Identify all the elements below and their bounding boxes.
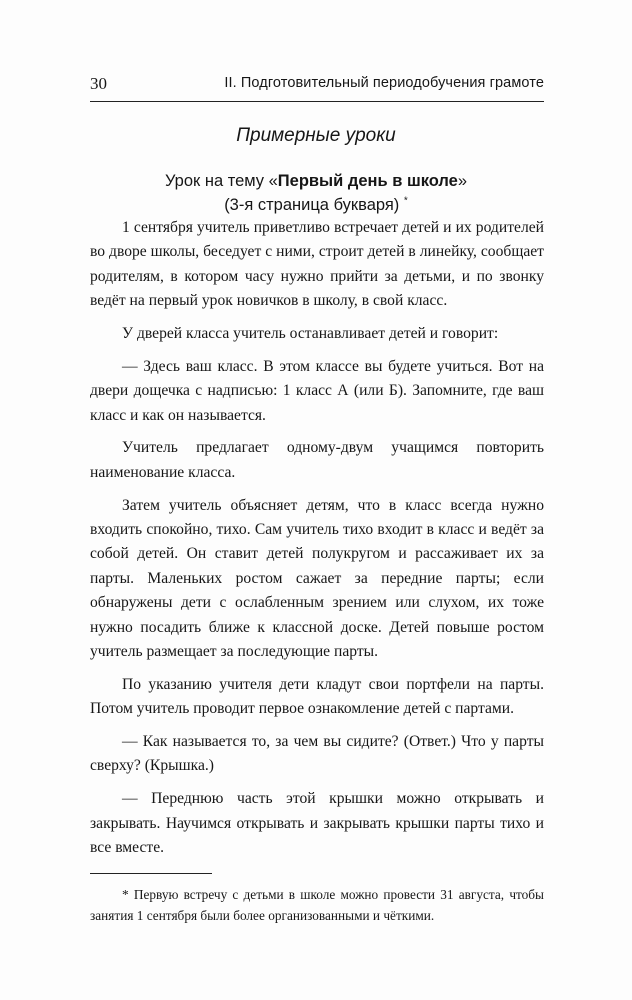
dialogue-paragraph: — Переднюю часть этой крышки можно открывать и закрывать. Научимся открывать и закрывать крышки парты тихо и все вместе. [90,790,544,857]
footnote-rule [90,873,212,874]
footnote: * Первую встречу с детьми в школе можно провести 31 августа, чтобы занятия 1 сентября были более организованными и чёткими. [90,887,544,923]
dialogue-paragraph: — Здесь ваш класс. В этом классе вы будете учиться. Вот на двери дощечка с надписью: 1 класс А (или Б). Запомните, где ваш класс и как он называется. [90,357,544,424]
footnote-marker: * [403,195,408,207]
lesson-subtitle-line [0,193,632,217]
paragraph: По указанию учителя дети кладут свои портфели на парты. Потом учитель проводит первое ознакомление детей с партами. [90,675,544,718]
body-text [90,216,544,869]
page-number: 30 [90,74,107,93]
lesson-suffix: » [457,172,468,190]
dialogue-paragraph: — Как называется то, за чем вы сидите? (Ответ.) Что у парты сверху? (Крышка.) [90,733,544,775]
paragraph: Затем учитель объясняет детям, что в класс всегда нужно входить спокойно, тихо. Сам учитель тихо входит в класс и ведёт за собой детей. Он ставит детей полукругом и рассаживает их за парты. Маленьких ростом сажает за передние парты; если обнаружены дети с ослабленным зрением или слухом, их тоже нужно посадить ближе к классной доске. Детей повыше ростом учитель размещает за последующие парты. [90,496,544,661]
lesson-subtitle: (3-я страница букваря) [224,196,400,214]
running-title: II. Подготовительный периодобучения грамоте [224,75,544,91]
page-header [90,74,544,98]
lesson-prefix: Урок на тему « [164,172,278,190]
header-rule [90,101,544,102]
lesson-title [0,169,632,217]
paragraph: У дверей класса учитель останавливает детей и говорит: [122,325,499,343]
lesson-topic: Первый день в школе [277,172,458,190]
paragraph: Учитель предлагает одному-двум учащимся повторить наименование класса. [90,439,544,481]
paragraph: 1 сентября учитель приветливо встречает детей и их родителей во дворе школы, беседует с ними, строит детей в линейку, сообщает родителям, в котором часу нужно прийти за детьми, и по звонку ведёт на первый урок новичков в школу, в свой класс. [90,219,544,310]
section-title: Примерные уроки [236,125,396,146]
lesson-title-line [0,169,632,193]
